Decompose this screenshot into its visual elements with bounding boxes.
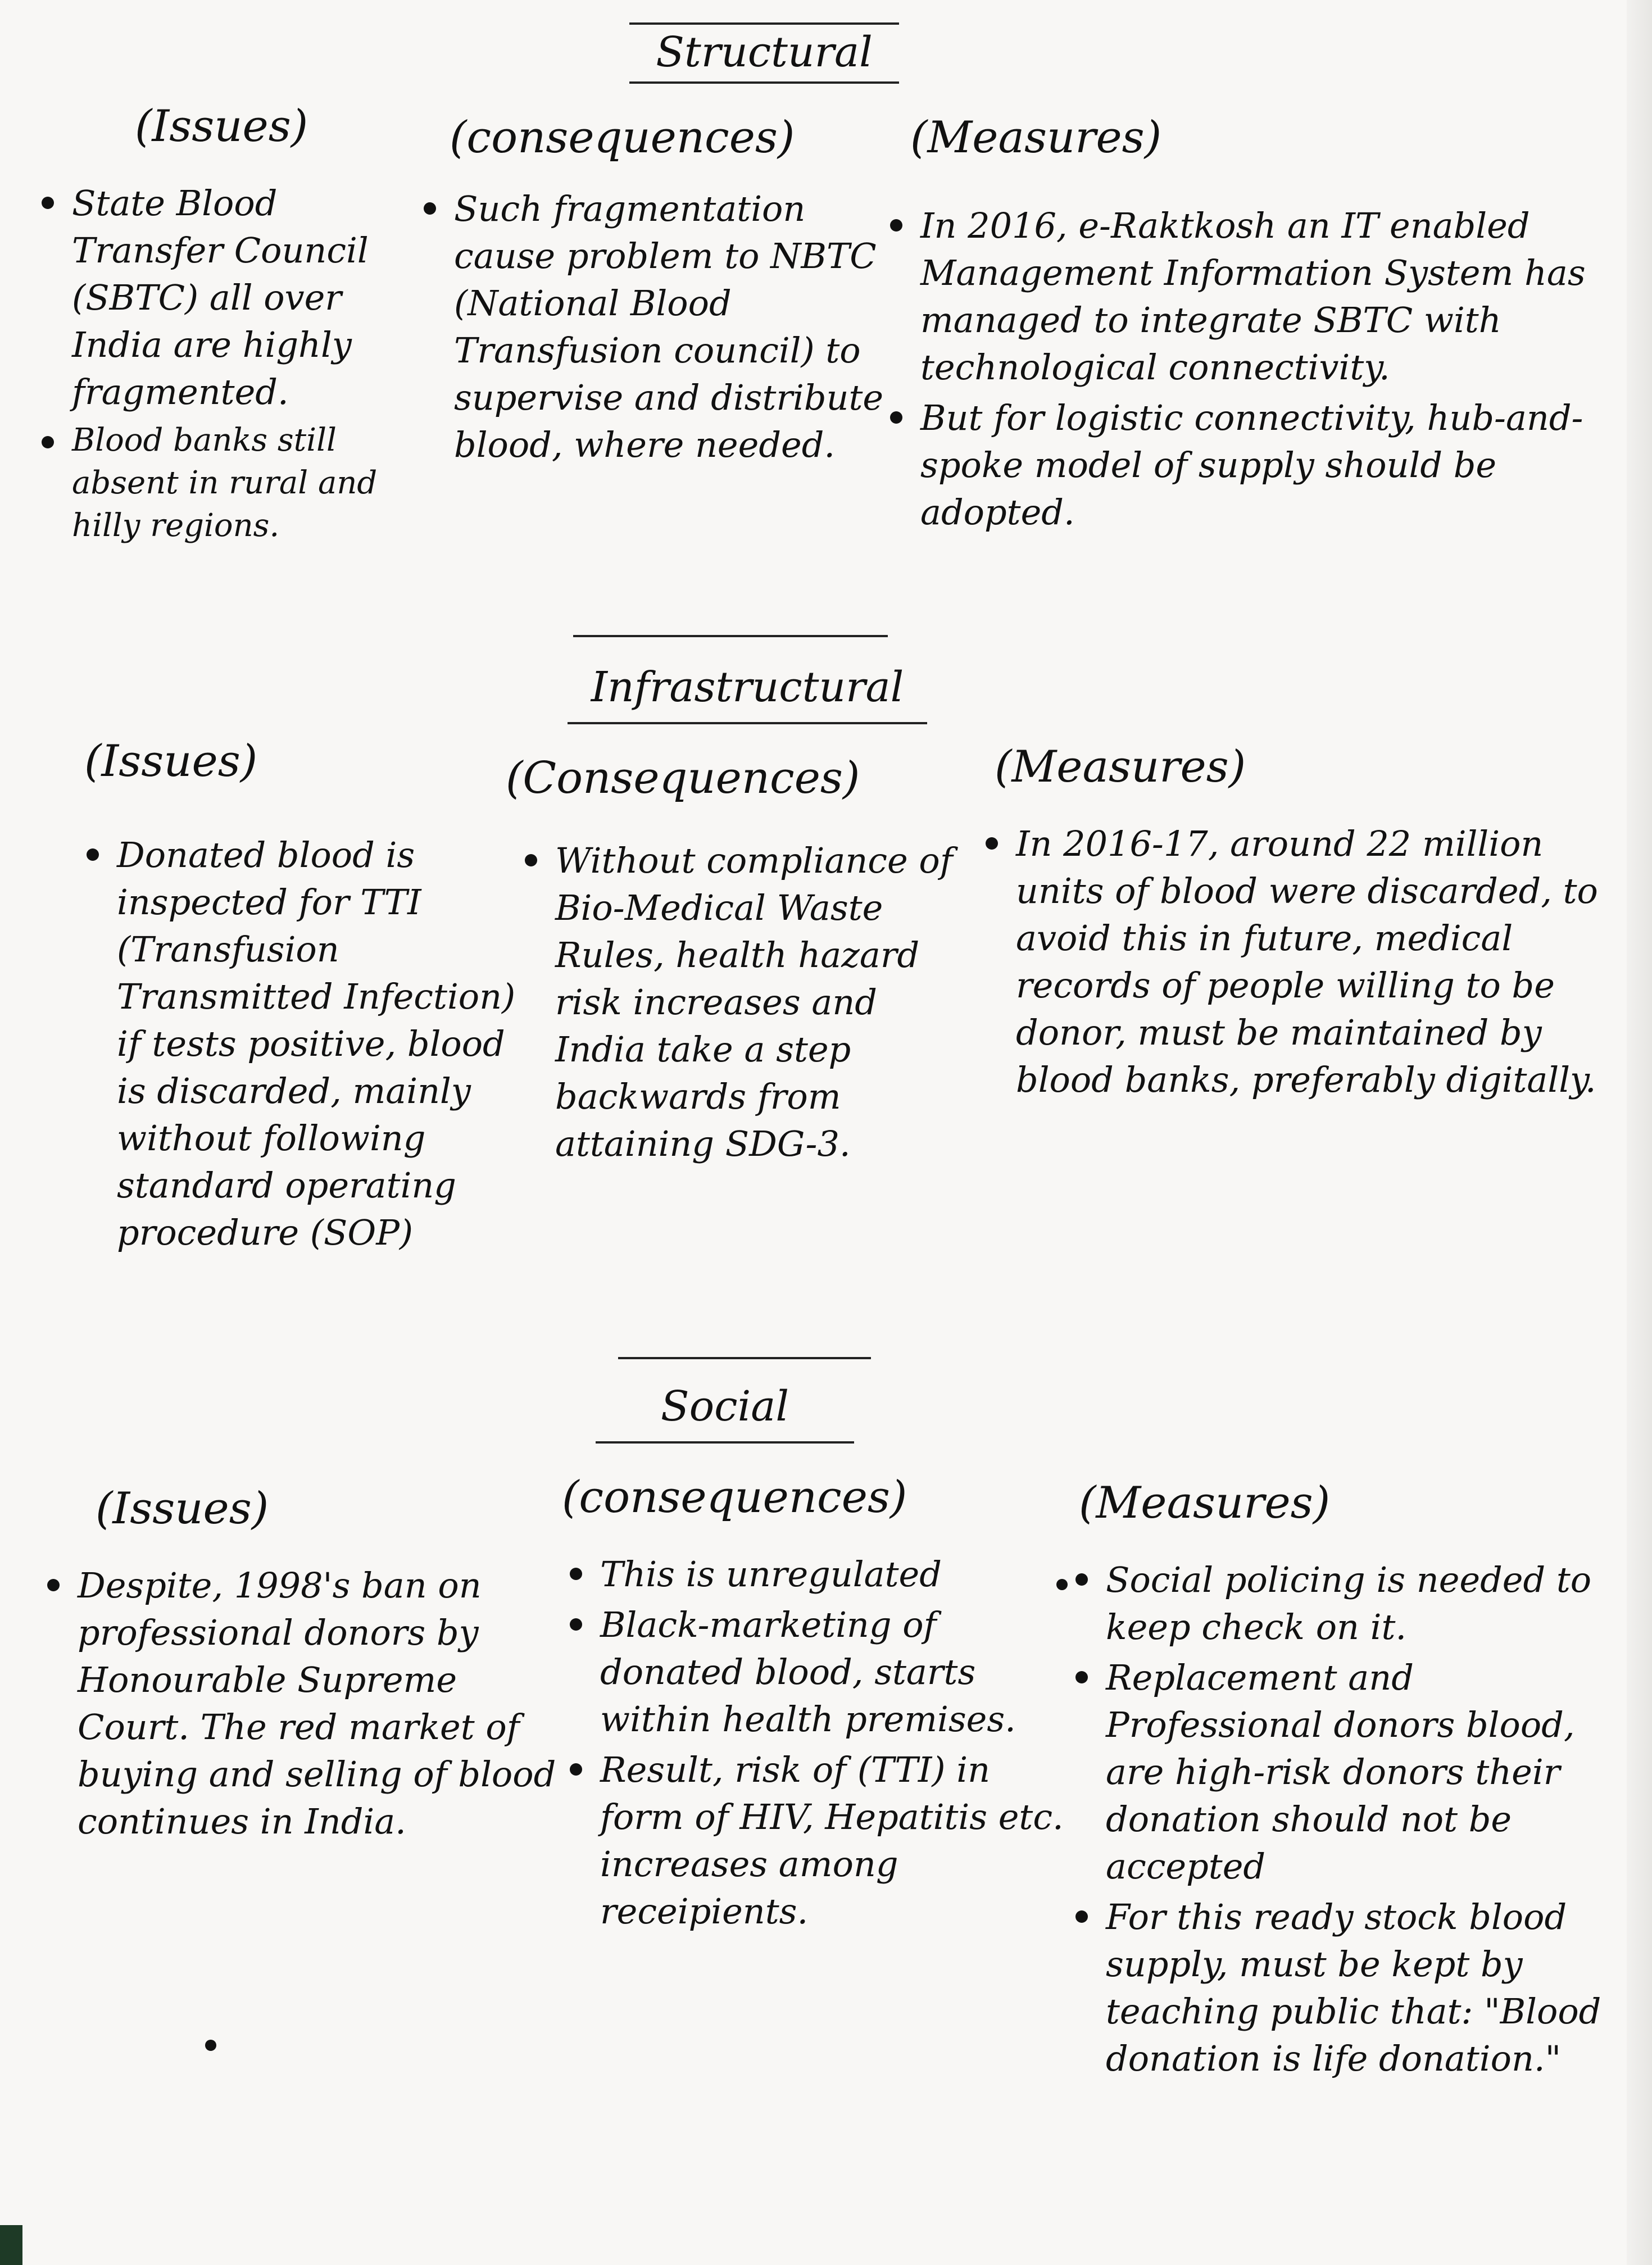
list-item: Such fragmentation cause problem to NBTC (National Blood Transfusion council) to supervise and distribute blood, where needed.	[421, 185, 899, 469]
rule-social-top	[618, 1357, 871, 1359]
heading-infrastructural-consequences: (Consequences)	[506, 753, 860, 804]
heading-infrastructural-measures: (Measures)	[995, 742, 1246, 792]
column-infrastructural-consequences	[523, 837, 955, 1171]
column-infrastructural-issues	[84, 832, 523, 1260]
list-item: Replacement and Professional donors blood, are high-risk donors their donation should not be accepted	[1073, 1654, 1613, 1890]
rule-structural-top	[629, 22, 899, 25]
column-social-measures	[1073, 1556, 1613, 2086]
heading-structural-consequences: (consequences)	[450, 112, 795, 163]
column-structural-measures	[888, 202, 1618, 539]
rule-infrastructural-top	[573, 635, 888, 637]
list-item: State Blood Transfer Council (SBTC) all over India are highly fragmented.	[39, 180, 421, 416]
list-item: In 2016, e-Raktkosh an IT enabled Management Information System has managed to integrate SBTC with technological connectivity.	[888, 202, 1618, 391]
rule-infrastructural-bottom	[568, 722, 927, 724]
stray-ink-dot	[205, 2040, 216, 2051]
stray-ink-dot	[1056, 1579, 1068, 1590]
rule-social-bottom	[596, 1441, 854, 1444]
section-title-infrastructural: Infrastructural	[591, 663, 904, 711]
list-item: Donated blood is inspected for TTI (Transfusion Transmitted Infection) if tests positive, blood is discarded, mainly without following standard operating procedure (SOP)	[84, 832, 523, 1256]
list-item: This is unregulated	[568, 1551, 1073, 1598]
column-structural-consequences	[421, 185, 899, 472]
list-item: In 2016-17, around 22 million units of blood were discarded, to avoid this in future, medical records of people willing to be donor, must be maintained by blood banks, preferably digitally.	[983, 820, 1618, 1104]
section-title-structural: Structural	[656, 28, 873, 76]
list-item: Blood banks still absent in rural and hilly regions.	[39, 419, 421, 547]
list-item: But for logistic connectivity, hub-and-spoke model of supply should be adopted.	[888, 394, 1618, 536]
heading-structural-measures: (Measures)	[910, 112, 1162, 163]
list-item: Result, risk of (TTI) in form of HIV, Hepatitis etc. increases among receipients.	[568, 1746, 1073, 1935]
heading-infrastructural-issues: (Issues)	[84, 736, 258, 787]
column-social-issues	[45, 1562, 568, 1849]
column-social-consequences	[568, 1551, 1073, 1939]
column-structural-issues	[39, 180, 421, 551]
section-title-social: Social	[660, 1382, 789, 1431]
list-item: Black-marketing of donated blood, starts within health premises.	[568, 1601, 1073, 1743]
list-item: Without compliance of Bio-Medical Waste Rules, health hazard risk increases and India take a step backwards from attaining SDG-3.	[523, 837, 955, 1168]
list-item: For this ready stock blood supply, must be kept by teaching public that: "Blood donation is life donation."	[1073, 1894, 1613, 2082]
background-corner	[0, 2225, 22, 2265]
column-infrastructural-measures	[983, 820, 1618, 1107]
rule-structural-bottom	[629, 81, 899, 84]
list-item: Social policing is needed to keep check on it.	[1073, 1556, 1613, 1651]
heading-social-measures: (Measures)	[1079, 1478, 1331, 1528]
heading-structural-issues: (Issues)	[135, 101, 308, 152]
heading-social-consequences: (consequences)	[562, 1472, 907, 1523]
list-item: Despite, 1998's ban on professional donors by Honourable Supreme Court. The red market of buying and selling of blood continues in India.	[45, 1562, 568, 1845]
heading-social-issues: (Issues)	[96, 1483, 269, 1534]
page-edge-shadow	[1627, 0, 1652, 2265]
